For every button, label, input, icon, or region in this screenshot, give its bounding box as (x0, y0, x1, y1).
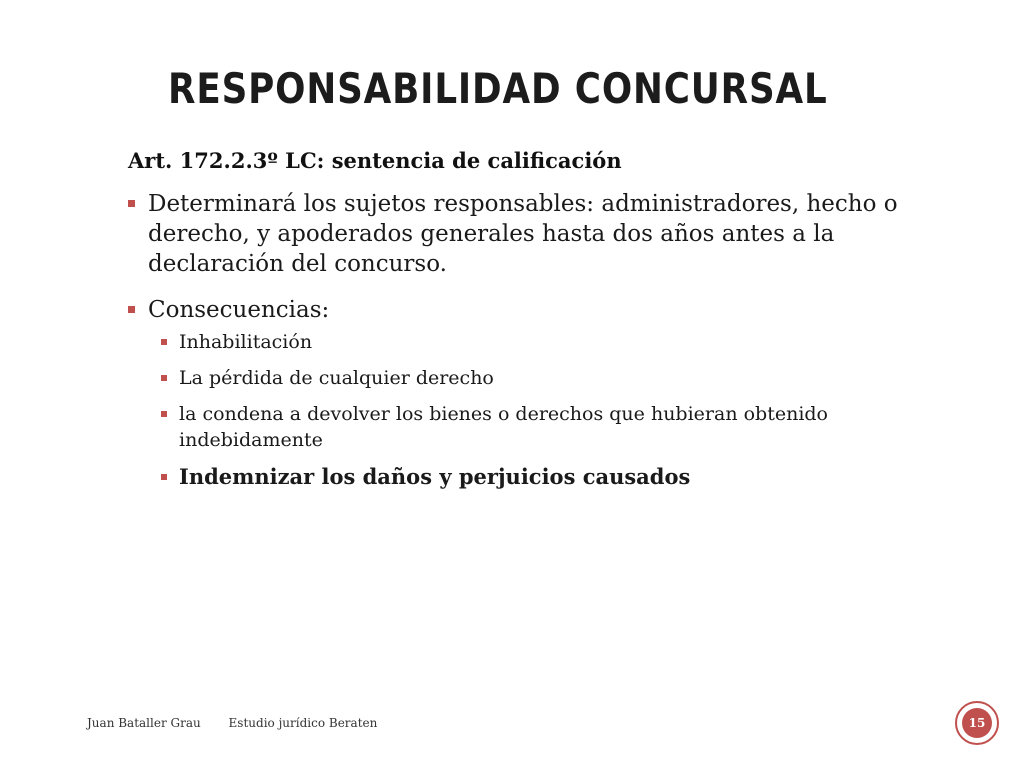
square-bullet-icon (128, 306, 135, 313)
square-bullet-icon (161, 375, 167, 381)
top-band (0, 0, 1024, 15)
sub-bullet-item (148, 401, 908, 453)
sub-bullet-text: la condena a devolver los bienes o derechos que hubieran obtenido indebidamente (179, 403, 828, 451)
sub-bullet-list (148, 329, 908, 491)
sub-bullet-text: Inhabilitación (179, 331, 313, 353)
bullet-list (128, 189, 908, 491)
subheading: Art. 172.2.3º LC: sentencia de calificación (128, 148, 622, 173)
page-number-badge (955, 701, 999, 745)
bullet-item-responsables (128, 189, 908, 279)
bullet-text: Determinará los sujetos responsables: administradores, hecho o derecho, y apoderados generales hasta dos años antes a la declaración del concurso. (148, 191, 898, 277)
page-number: 15 (962, 708, 992, 738)
sub-bullet-item (148, 329, 908, 355)
sub-bullet-item-emphasized (148, 463, 908, 491)
square-bullet-icon (161, 474, 167, 480)
bullet-text: Consecuencias: (148, 297, 330, 323)
slide-content (128, 148, 908, 507)
bullet-item-consecuencias (128, 295, 908, 491)
square-bullet-icon (161, 339, 167, 345)
square-bullet-icon (128, 200, 135, 207)
footer-firm: Estudio jurídico Beraten (228, 716, 378, 730)
sub-bullet-text: La pérdida de cualquier derecho (179, 367, 494, 389)
sub-bullet-item (148, 365, 908, 391)
slide-title: RESPONSABILIDAD CONCURSAL (168, 64, 828, 113)
footer (87, 716, 377, 730)
sub-bullet-text: Indemnizar los daños y perjuicios causados (179, 464, 691, 489)
square-bullet-icon (161, 411, 167, 417)
footer-author: Juan Bataller Grau (87, 716, 201, 730)
